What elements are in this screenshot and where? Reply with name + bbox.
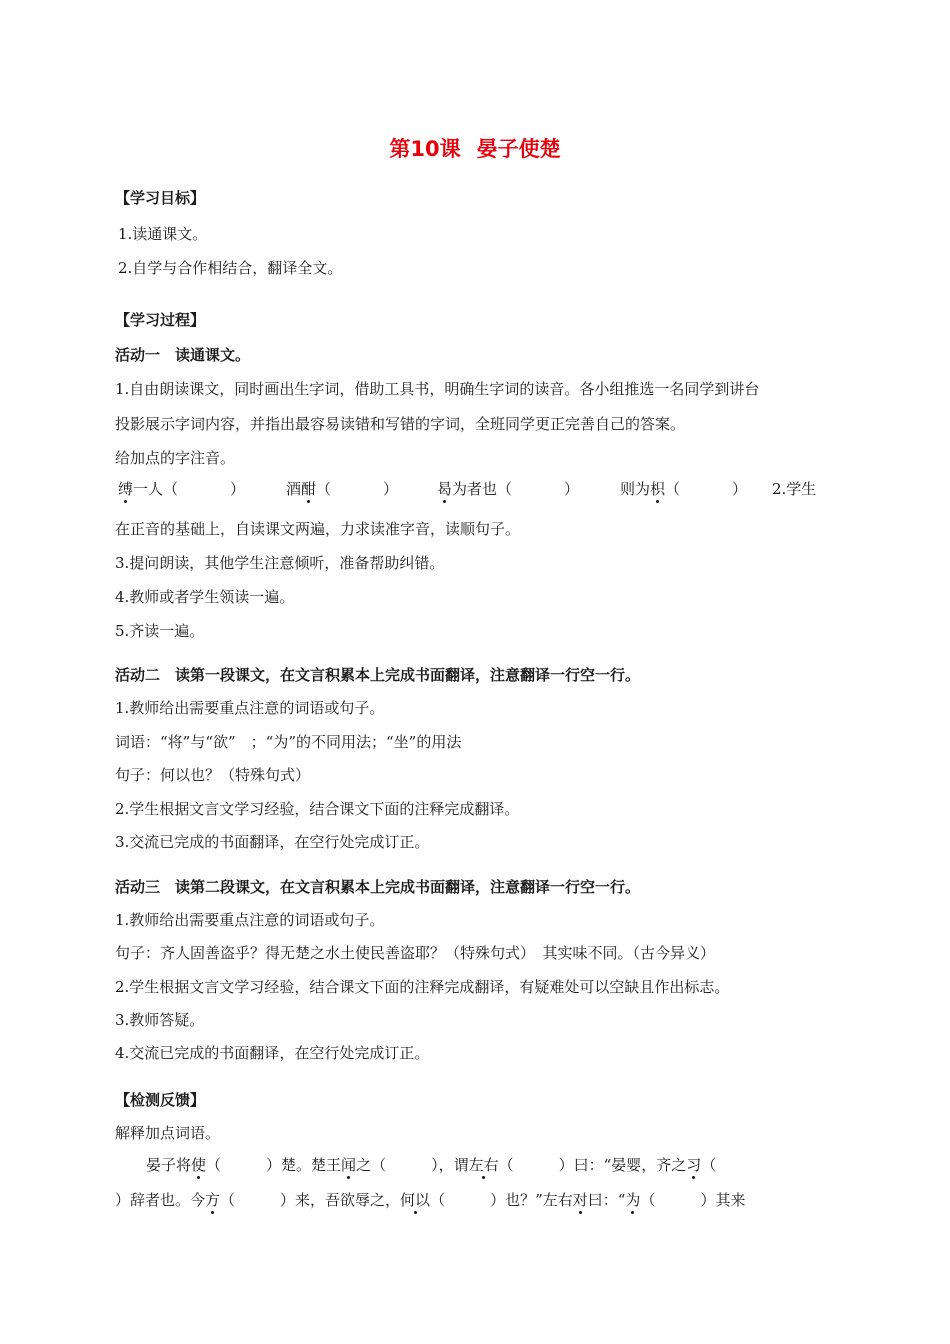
dotted-word: 对: [572, 1191, 588, 1209]
pinyin-prompt: 给加点的字注音。: [115, 449, 236, 467]
activity3-step3: 3.教师答疑。: [115, 1011, 205, 1029]
dotted-char: 枳: [650, 480, 666, 498]
pinyin-item: 酒酣（ ）: [286, 480, 399, 498]
activity1-step5: 5.齐读一遍。: [115, 622, 205, 640]
activity1-step1a: 1.自由朗读课文，同时画出生字词，借助工具书，明确生字词的读音。各小组推选一名同学到讲台: [115, 380, 760, 398]
activity3-step2: 2.学生根据文言文学习经验，结合课文下面的注释完成翻译，有疑难处可以空缺且作出标志。: [115, 978, 730, 996]
dotted-word: 闻: [341, 1156, 357, 1174]
goals-heading: 【学习目标】: [115, 189, 206, 207]
feedback-heading: 【检测反馈】: [115, 1091, 206, 1109]
activity3-title: 活动三 读第二段课文，在文言积累本上完成书面翻译，注意翻译一行空一行。: [115, 878, 641, 896]
page-title: [0, 133, 950, 163]
process-heading: 【学习过程】: [115, 311, 206, 329]
dotted-word: 左右: [468, 1156, 499, 1174]
dotted-char: 酣: [301, 480, 317, 498]
activity2-sentence: 句子：何以也？（特殊句式）: [115, 766, 311, 784]
feedback-line-2: ）辞者也。今方（ ）来，吾欲辱之，何以（ ）也？”左右对曰：“为（ ）其来: [115, 1191, 746, 1209]
activity3-sentence: 句子：齐人固善盗乎？得无楚之水土使民善盗耶？（特殊句式） 其实味不同。（古今异义）: [115, 944, 716, 962]
dotted-word: 何以: [400, 1191, 431, 1209]
dotted-word: 为: [625, 1191, 641, 1209]
activity3-step4: 4.交流已完成的书面翻译，在空行处完成订正。: [115, 1044, 430, 1062]
activity1-step1b: 投影展示字词内容，并指出最容易读错和写错的字词，全班同学更正完善自己的答案。: [115, 415, 686, 433]
feedback-prompt: 解释加点词语。: [115, 1124, 221, 1142]
activity1-step2a: 2.学生: [772, 480, 817, 498]
pinyin-item: 则为枳（ ）: [620, 480, 748, 498]
activity2-step3: 3.交流已完成的书面翻译，在空行处完成订正。: [115, 833, 430, 851]
pinyin-item: 曷为者也（ ）: [437, 480, 580, 498]
activity2-title: 活动二 读第一段课文，在文言积累本上完成书面翻译，注意翻译一行空一行。: [115, 666, 641, 684]
activity2-step2: 2.学生根据文言文学习经验，结合课文下面的注释完成翻译。: [115, 800, 520, 818]
lesson-name: 晏子使楚: [476, 137, 561, 161]
goal-item: 1.读通课文。: [118, 225, 208, 243]
activity1-step3: 3.提问朗读，其他学生注意倾听，准备帮助纠错。: [115, 554, 445, 572]
activity1-title: 活动一 读通课文。: [115, 346, 251, 364]
dotted-word: 使: [191, 1156, 207, 1174]
dotted-char: 曷: [437, 480, 453, 498]
activity2-step1: 1.教师给出需要重点注意的词语或句子。: [115, 699, 385, 717]
activity1-step4: 4.教师或者学生领读一遍。: [115, 588, 295, 606]
dotted-word: 习: [686, 1156, 702, 1174]
activity2-words: 词语：“将”与“欲” ；“为”的不同用法；“坐”的用法: [115, 733, 462, 751]
dotted-word: 方: [205, 1191, 221, 1209]
dotted-char: 缚: [118, 480, 134, 498]
activity3-step1: 1.教师给出需要重点注意的词语或句子。: [115, 911, 385, 929]
goal-item: 2.自学与合作相结合，翻译全文。: [118, 259, 343, 277]
pinyin-item: 缚一人（ ）: [118, 480, 246, 498]
feedback-line-1: 晏子将使（ ）楚。楚王闻之（ ），谓左右（ ）曰：“晏婴，齐之习（: [146, 1156, 717, 1174]
lesson-number: 第10课: [389, 137, 461, 161]
activity1-step2b: 在正音的基础上，自读课文两遍，力求读准字音，读顺句子。: [115, 520, 521, 538]
